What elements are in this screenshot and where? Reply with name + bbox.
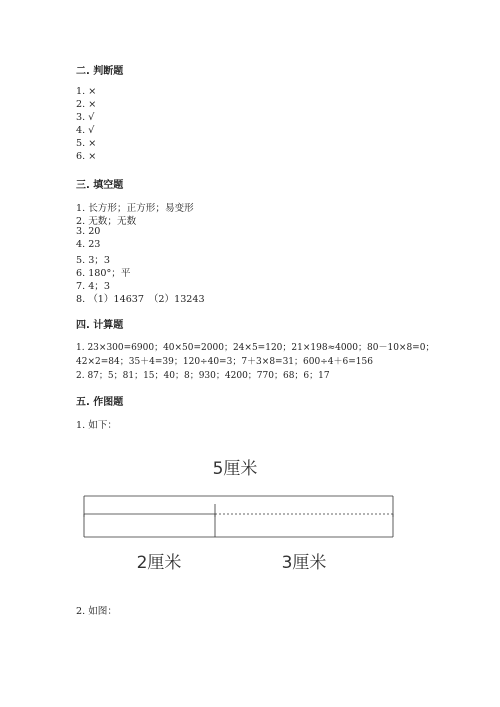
fill-answer-5: 5. 3；3 (76, 255, 111, 266)
judge-answer-5: 5. × (76, 138, 97, 149)
judge-answer-4: 4. √ (76, 125, 95, 136)
section-4-heading: 四. 计算题 (76, 320, 124, 331)
calc-answer-line-2: 42×2=84；35＋4=39；120÷40=3；7＋3×8=31；600÷4＋6=156 (76, 357, 373, 367)
fill-answer-4: 4. 23 (76, 239, 101, 250)
drawing-answer-2: 2. 如图： (76, 606, 117, 617)
segment-diagram (76, 450, 406, 580)
judge-answer-6: 6. × (76, 151, 97, 162)
total-length-label: 5厘米 (212, 459, 258, 479)
fill-answer-2: 2. 无数；无数 (76, 216, 137, 227)
fill-answer-3: 3. 20 (76, 226, 101, 237)
drawing-answer-1: 1. 如下： (76, 420, 117, 431)
fill-answer-6: 6. 180°；平 (76, 268, 131, 279)
fill-answer-7: 7. 4；3 (76, 281, 111, 292)
calc-answer-line-3: 2. 87；5；81；15；40；8；930；4200；770；68；6；17 (76, 371, 330, 381)
fill-answer-8: 8. （1）14637 （2）13243 (76, 294, 205, 305)
judge-answer-3: 3. √ (76, 112, 95, 123)
judge-answer-1: 1. × (76, 86, 97, 97)
calc-answer-line-1: 1. 23×300=6900；40×50=2000；24×5=120；21×198≈4000；80－10×8=0； (76, 343, 435, 353)
left-part-length-label: 2厘米 (136, 553, 182, 573)
section-5-heading: 五. 作图题 (76, 397, 124, 408)
section-2-heading: 二. 判断题 (76, 66, 124, 77)
right-part-length-label: 3厘米 (281, 553, 327, 573)
section-3-heading: 三. 填空题 (76, 180, 124, 191)
fill-answer-1: 1. 长方形；正方形；易变形 (76, 203, 194, 214)
judge-answer-2: 2. × (76, 99, 97, 110)
